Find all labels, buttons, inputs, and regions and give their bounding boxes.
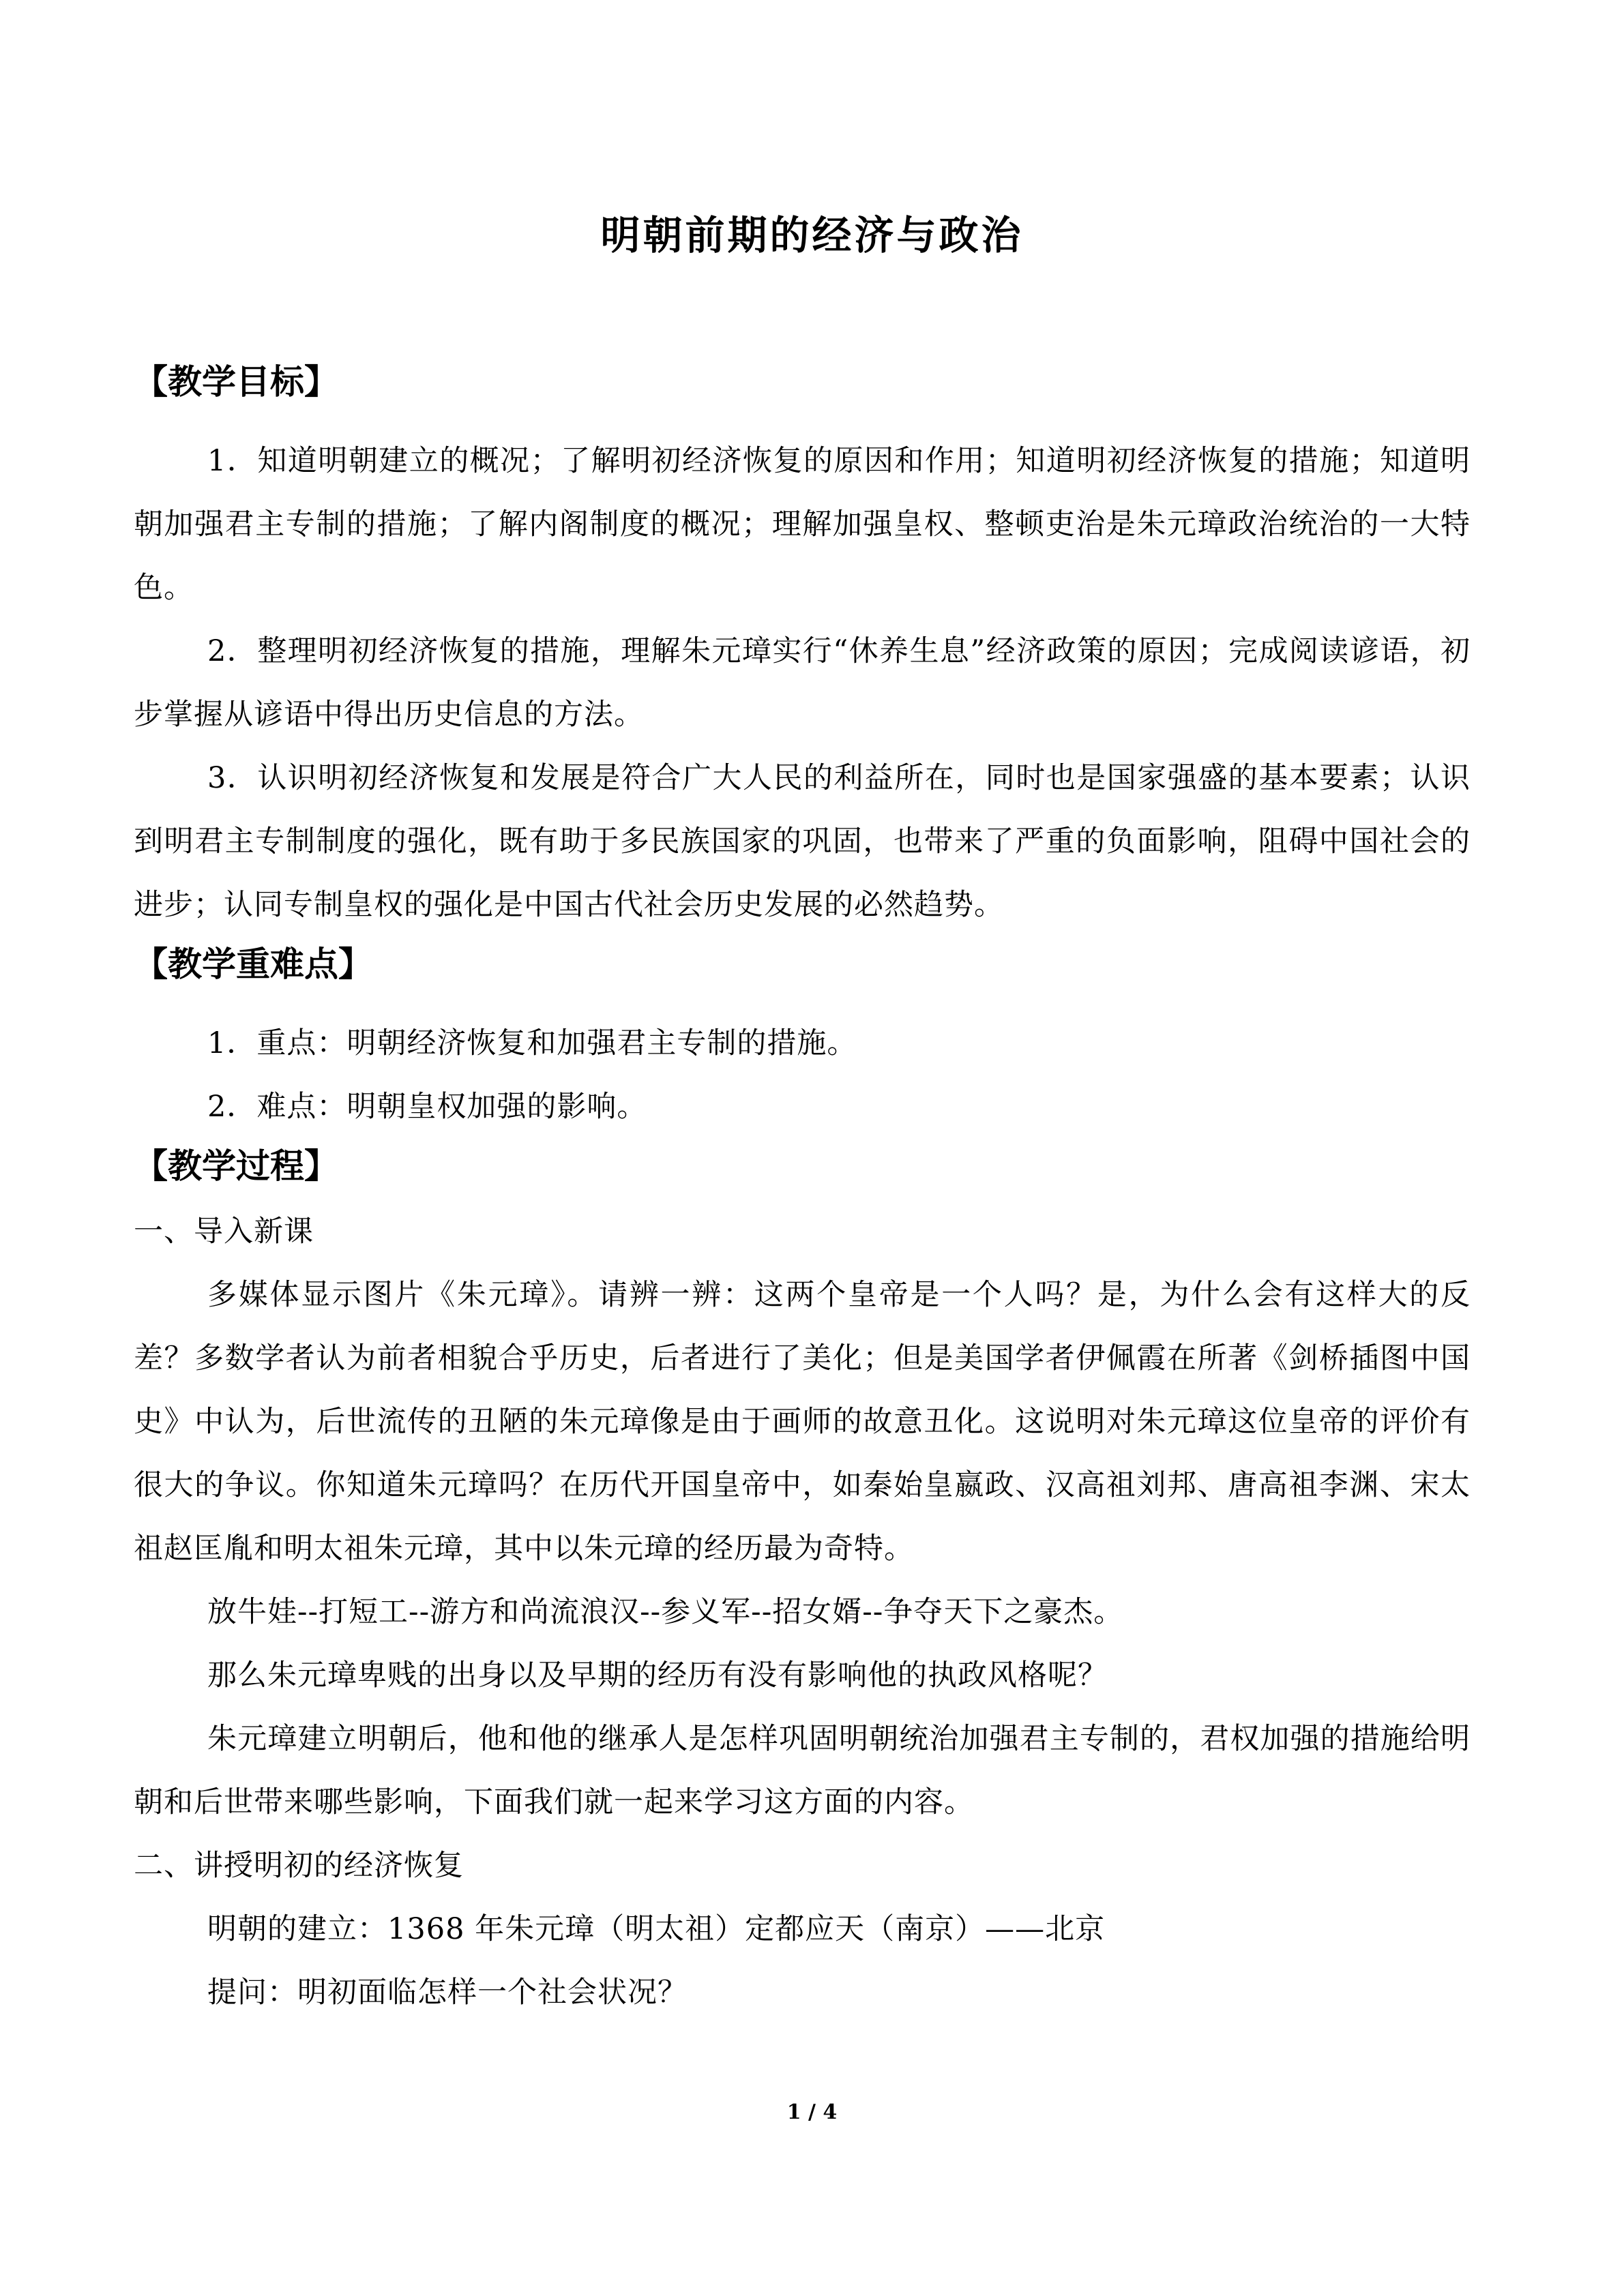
document-body xyxy=(134,355,1471,2025)
section-heading-objectives: 【教学目标】 xyxy=(134,362,338,402)
page-title: 明朝前期的经济与政治 xyxy=(600,212,1024,258)
key-point-paragraph-2: 2．难点：明朝皇权加强的影响。 xyxy=(207,1090,647,1124)
objective-paragraph-2: 2．整理明初经济恢复的措施，理解朱元璋实行“休养生息”经济政策的原因；完成阅读谚语，初步掌握从谚语中得出历史信息的方法。 xyxy=(134,634,1471,732)
process-paragraph-3: 那么朱元璋卑贱的出身以及早期的经历有没有影响他的执政风格呢？ xyxy=(207,1658,1108,1693)
objective-paragraph-3: 3．认识明初经济恢复和发展是符合广大人民的利益所在，同时也是国家强盛的基本要素；认识到明君主专制制度的强化，既有助于多民族国家的巩固，也带来了严重的负面影响，阻碍中国社会的进步；认同专制皇权的强化是中国古代社会历史发展的必然趋势。 xyxy=(134,761,1471,922)
process-subheading-2: 二、讲授明初的经济恢复 xyxy=(134,1849,464,1883)
process-paragraph-6: 提问：明初面临怎样一个社会状况？ xyxy=(207,1976,688,2010)
process-paragraph-2: 放牛娃--打短工--游方和尚流浪汉--参义军--招女婿--争夺天下之豪杰。 xyxy=(207,1595,1124,1629)
page-number: 1 / 4 xyxy=(786,2100,838,2124)
process-paragraph-5: 明朝的建立：1368 年朱元璋（明太祖）定都应天（南京）——北京 xyxy=(207,1912,1106,1946)
process-paragraph-4: 朱元璋建立明朝后，他和他的继承人是怎样巩固明朝统治加强君主专制的，君权加强的措施给明朝和后世带来哪些影响，下面我们就一起来学习这方面的内容。 xyxy=(134,1722,1471,1819)
process-paragraph-1: 多媒体显示图片《朱元璋》。请辨一辨：这两个皇帝是一个人吗？是，为什么会有这样大的反差？多数学者认为前者相貌合乎历史，后者进行了美化；但是美国学者伊佩霞在所著《剑桥插图中国史》中认为，后世流传的丑陋的朱元璋像是由于画师的故意丑化。这说明对朱元璋这位皇帝的评价有很大的争议。你知道朱元璋吗？在历代开国皇帝中，如秦始皇嬴政、汉高祖刘邦、唐高祖李渊、宋太祖赵匡胤和明太祖朱元璋，其中以朱元璋的经历最为奇特。 xyxy=(134,1278,1471,1566)
section-heading-process: 【教学过程】 xyxy=(134,1146,338,1186)
process-subheading-1: 一、导入新课 xyxy=(134,1214,314,1249)
section-heading-key-points: 【教学重难点】 xyxy=(134,944,372,984)
objective-paragraph-1: 1．知道明朝建立的概况；了解明初经济恢复的原因和作用；知道明初经济恢复的措施；知道明朝加强君主专制的措施；了解内阁制度的概况；理解加强皇权、整顿吏治是朱元璋政治统治的一大特色。 xyxy=(134,444,1471,605)
key-point-paragraph-1: 1．重点：明朝经济恢复和加强君主专制的措施。 xyxy=(207,1026,857,1060)
